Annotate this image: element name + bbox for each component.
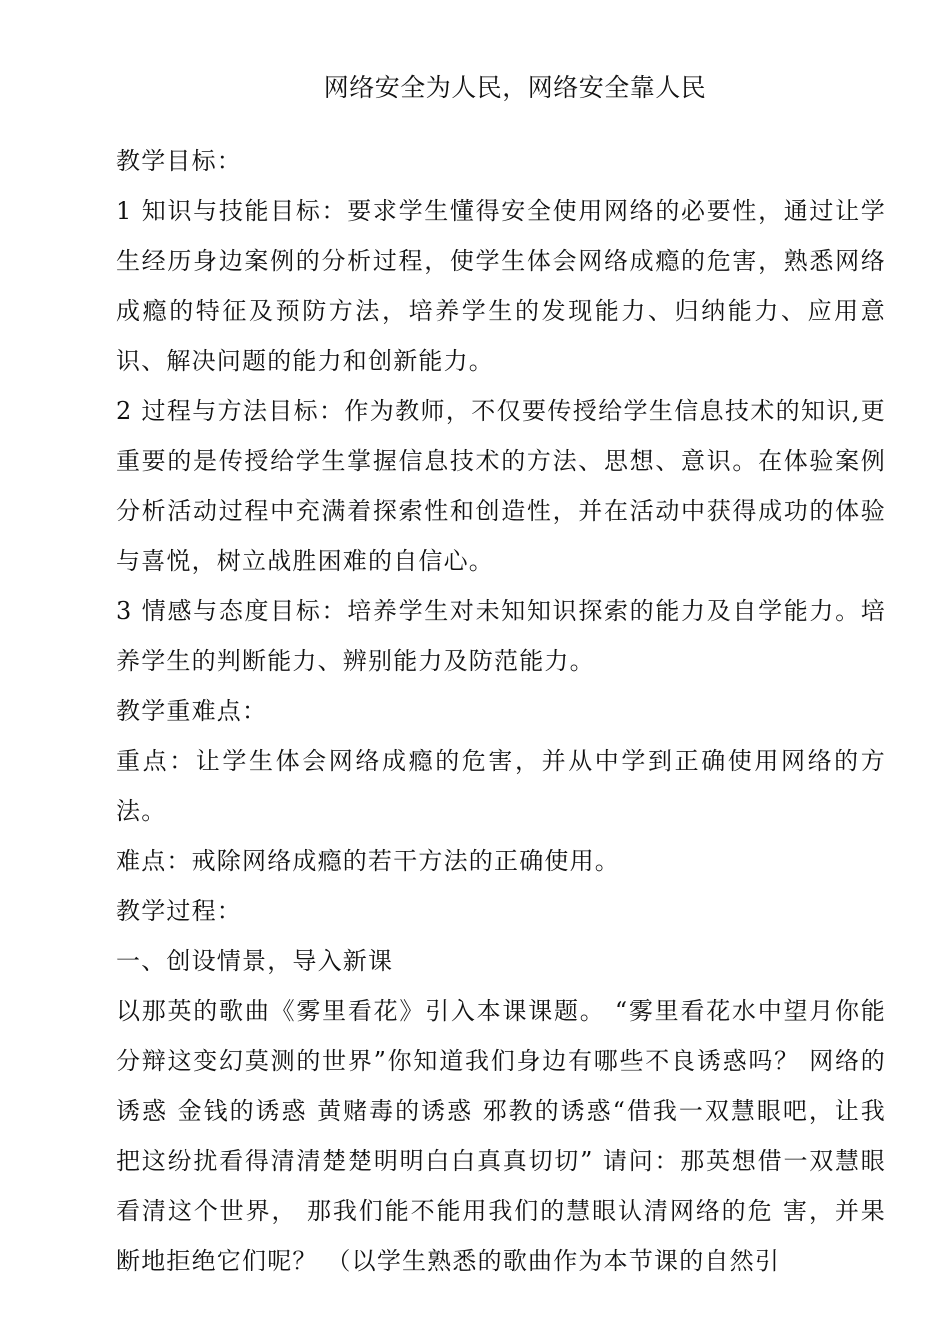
key-point-paragraph: 重点：让学生体会网络成瘾的危害，并从中学到正确使用网络的方法。	[116, 747, 886, 825]
document-title: 网络安全为人民，网络安全靠人民	[323, 73, 707, 102]
intro-paragraph: 以那英的歌曲《雾里看花》引入本课课题。 “雾里看花水中望月你能分辩这变幻莫测的世界”你知道我们身边有哪些不良诱惑吗？ 网络的诱惑 金钱的诱惑 黄赌毒的诱惑 邪教的诱惑“借我一双慧眼吧，让我把这纷扰看得清清楚楚明明白白真真切切” 请问：那英想借一双慧眼看清这个世界， 那我们能不能用我们的慧眼认清网络的危 害，并果断地拒绝它们呢？ （以学生熟悉的歌曲作为本节课的自然引	[116, 997, 886, 1275]
objective-process-paragraph: 2 过程与方法目标：作为教师，不仅要传授给学生信息技术的知识,更重要的是传授给学生掌握信息技术的方法、思想、意识。在体验案例分析活动过程中充满着探索性和创造性，并在活动中获得成功的体验与喜悦，树立战胜困难的自信心。	[116, 397, 886, 575]
section-heading-key-points: 教学重难点：	[116, 697, 268, 725]
subsection-heading-intro: 一、创设情景，导入新课	[116, 947, 394, 975]
objective-knowledge-paragraph: 1 知识与技能目标：要求学生懂得安全使用网络的必要性，通过让学生经历身边案例的分析过程，使学生体会网络成瘾的危害，熟悉网络成瘾的特征及预防方法，培养学生的发现能力、归纳能力、应用意识、解决问题的能力和创新能力。	[116, 197, 886, 375]
difficulty-paragraph: 难点：戒除网络成瘾的若干方法的正确使用。	[116, 847, 620, 875]
section-heading-process: 教学过程：	[116, 897, 242, 925]
document-body	[116, 136, 886, 1286]
objective-attitude-paragraph: 3 情感与态度目标：培养学生对未知知识探索的能力及自学能力。培养学生的判断能力、辨别能力及防范能力。	[116, 597, 886, 675]
section-heading-objectives: 教学目标：	[116, 147, 242, 175]
